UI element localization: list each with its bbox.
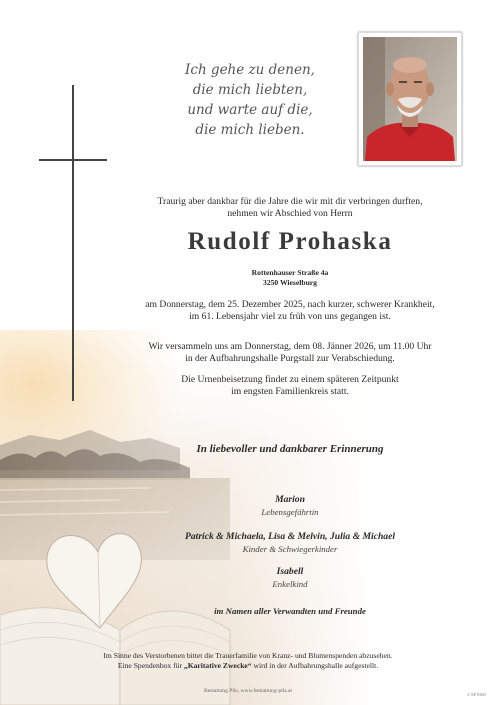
- cross-horizontal-bar: [39, 159, 107, 161]
- portrait-photo: [363, 37, 457, 161]
- mourner-names: Patrick & Michaela, Lisa & Melvin, Julia & Michael: [185, 531, 395, 542]
- urn-line: im engsten Familienkreis statt.: [231, 386, 349, 397]
- urn-line: Die Urnenbeisetzung findet zu einem späteren Zeitpunkt: [181, 374, 399, 385]
- address-street: Rottenhauser Straße 4a: [251, 268, 329, 277]
- deceased-address: [100, 268, 480, 288]
- relatives-line: im Namen aller Verwandten und Freunde: [214, 606, 366, 616]
- quote-block: [150, 60, 350, 140]
- portrait-photo-frame: [358, 32, 462, 166]
- intro-line: Traurig aber dankbar für die Jahre die wir mit dir verbringen durften,: [157, 196, 423, 207]
- farewell-line: in der Aufbahrungshalle Purgstall zur Verabschiedung.: [185, 353, 395, 364]
- urn-notice: [100, 374, 480, 398]
- intro-text: [100, 196, 480, 220]
- donation-line: Im Sinne des Verstorbenen bittet die Trauerfamilie von Kranz- und Blumenspenden abzusehen.: [103, 651, 393, 660]
- mourner-names: Isabell: [276, 566, 304, 577]
- quote-line: Ich gehe zu denen,: [185, 62, 315, 78]
- memory-heading: In liebevoller und dankbarer Erinnerung: [196, 443, 384, 455]
- farewell-notice: [100, 341, 480, 365]
- donation-line: [0, 661, 496, 671]
- donation-text: wird in der Aufbahrungshalle aufgestellt.: [251, 661, 379, 670]
- donation-notice: [0, 651, 496, 671]
- death-line: im 61. Lebensjahr viel zu früh von uns gegangen ist.: [189, 311, 391, 322]
- mourner-relation: Lebensgefährtin: [261, 507, 319, 517]
- deceased-name: Rudolf Prohaska: [187, 228, 393, 255]
- farewell-line: Wir versammeln uns am Donnerstag, dem 08. Jänner 2026, um 11.00 Uhr: [148, 341, 432, 352]
- mourner-names: Marion: [275, 494, 305, 505]
- mourner-entry: [100, 566, 480, 590]
- mourner-entry: [100, 531, 480, 555]
- donation-purpose: „Karitative Zwecke“: [183, 661, 252, 670]
- quote-line: die mich lieben.: [195, 122, 305, 138]
- mourner-relation: Enkelkind: [272, 579, 308, 589]
- mourner-entry: [100, 494, 480, 518]
- cross-vertical-bar: [72, 85, 74, 401]
- death-notice: [100, 299, 480, 323]
- quote-line: die mich liebten,: [192, 82, 308, 98]
- death-line: am Donnerstag, dem 25. Dezember 2025, nach kurzer, schwerer Krankheit,: [145, 299, 435, 310]
- address-city: 3250 Wieselburg: [263, 278, 317, 287]
- quote-line: und warte auf die,: [187, 102, 313, 118]
- mourner-relation: Kinder & Schwiegerkinder: [242, 544, 338, 554]
- donation-text: Eine Spendenbox für: [117, 661, 184, 670]
- footer-undertaker: Bestattung Pils, www.bestattung-pils.at: [203, 688, 293, 694]
- intro-line: nehmen wir Abschied von Herrn: [227, 208, 353, 219]
- print-code: © EF 9260: [467, 692, 486, 697]
